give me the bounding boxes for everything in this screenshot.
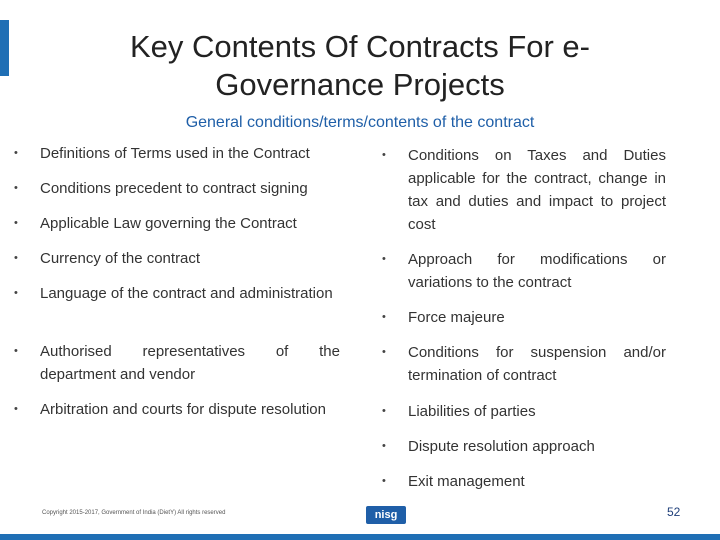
list-item-text: Approach for modifications or variations to the contract <box>408 251 666 291</box>
list-item <box>14 340 340 386</box>
list-item-text: Applicable Law governing the Contract <box>40 215 297 232</box>
page-number: 52 <box>667 505 681 519</box>
list-item <box>382 144 666 236</box>
slide-subtitle: General conditions/terms/contents of the contract <box>185 114 535 131</box>
bullet-icon: • <box>382 475 386 487</box>
bullet-icon: • <box>382 149 386 161</box>
copyright-notice: Copyright 2015-2017, Government of India (DietY) All rights reserved <box>42 510 226 516</box>
list-item-text: Authorised representatives of the department and vendor <box>40 343 340 383</box>
list-item-text: Force majeure <box>408 309 505 326</box>
bullet-icon: • <box>14 182 18 194</box>
bullet-icon: • <box>14 345 18 357</box>
bullet-icon: • <box>382 253 386 265</box>
list-item <box>14 282 340 305</box>
bullet-icon: • <box>382 405 386 417</box>
bullet-icon: • <box>14 147 18 159</box>
bullet-icon: • <box>14 252 18 264</box>
bullet-icon: • <box>14 287 18 299</box>
slide-title: Key Contents Of Contracts For e-Governance Projects <box>129 29 590 102</box>
list-item-text: Currency of the contract <box>40 250 201 267</box>
list-item <box>14 177 340 200</box>
list-item-text: Arbitration and courts for dispute resolution <box>40 401 326 418</box>
list-item-text: Language of the contract and administration <box>40 285 333 302</box>
list-item <box>14 212 340 235</box>
list-item <box>382 248 666 294</box>
list-item <box>14 247 340 270</box>
bullet-icon: • <box>382 311 386 323</box>
list-item-text: Exit management <box>408 473 525 490</box>
footer-bar <box>0 534 720 540</box>
bullet-icon: • <box>14 217 18 229</box>
list-item-text: Liabilities of parties <box>408 403 536 420</box>
list-item <box>382 306 666 329</box>
list-item-text: Dispute resolution approach <box>408 438 595 455</box>
list-item <box>14 142 340 165</box>
list-item-text: Conditions for suspension and/or termination of contract <box>408 344 666 384</box>
list-item <box>382 435 666 458</box>
title-accent-bar <box>0 20 9 76</box>
list-item <box>14 398 340 421</box>
list-item-text: Conditions precedent to contract signing <box>40 180 308 197</box>
list-item <box>382 470 666 493</box>
bullet-icon: • <box>382 440 386 452</box>
list-item-text: Conditions on Taxes and Duties applicable for the contract, change in tax and duties and impact to project cost <box>408 147 666 233</box>
nisg-logo: nisg <box>366 506 406 524</box>
list-item-text: Definitions of Terms used in the Contract <box>40 145 310 162</box>
list-item <box>382 400 666 423</box>
bullet-icon: • <box>14 403 18 415</box>
list-item <box>382 341 666 387</box>
bullet-icon: • <box>382 346 386 358</box>
